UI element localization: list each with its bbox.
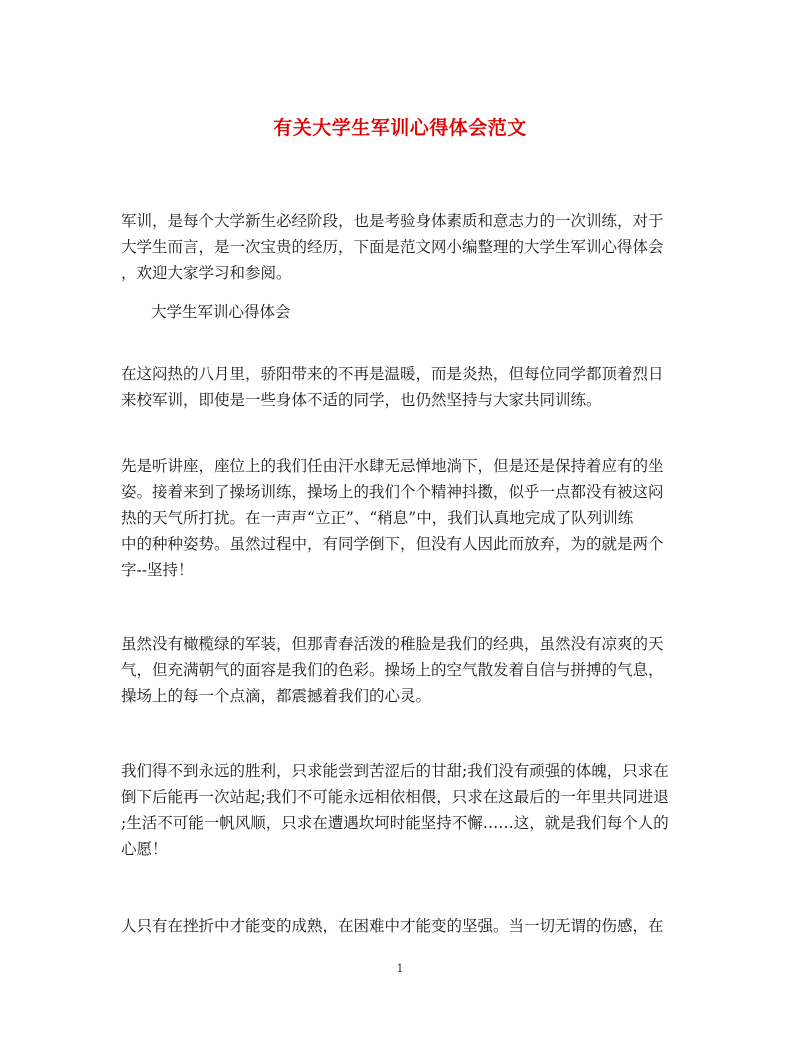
paragraph-5: 我们得不到永远的胜利，只求能尝到苦涩后的甘甜;我们没有顽强的体魄，只求在 倒下后能再一次站起;我们不可能永远相依相偎，只求在这最后的一年里共同进退 ;生活不可能一帆风顺，只求在遭遇坎坷时能坚持不懈……这，就是我们每个人的 心愿！ (121, 762, 669, 858)
paragraph-intro: 军训，是每个大学新生必经阶段，也是考验身体素质和意志力的一次训练，对于 大学生而言，是一次宝贵的经历，下面是范文网小编整理的大学生军训心得体会 ，欢迎大家学习和参阅。 (121, 212, 664, 282)
paragraph-4: 虽然没有橄榄绿的军装，但那青春活泼的稚脸是我们的经典，虽然没有凉爽的天 气，但充满朝气的面容是我们的色彩。操场上的空气散发着自信与拼搏的气息， 操场上的每一个点滴，都震撼着我们的心灵。 (121, 635, 664, 705)
document-title: 有关大学生军训心得体会范文 (273, 117, 527, 139)
section-subtitle: 大学生军训心得体会 (151, 303, 291, 321)
paragraph-6: 人只有在挫折中才能变的成熟，在困难中才能变的坚强。当一切无谓的伤感，在 (121, 917, 664, 935)
paragraph-2: 在这闷热的八月里，骄阳带来的不再是温暖，而是炎热，但每位同学都顶着烈日 来校军训，即使是一些身体不适的同学，也仍然坚持与大家共同训练。 (121, 365, 664, 409)
page-number: 1 (396, 962, 404, 975)
paragraph-3: 先是听讲座，座位上的我们任由汗水肆无忌惮地淌下，但是还是保持着应有的坐 姿。接着来到了操场训练，操场上的我们个个精神抖擞，似乎一点都没有被这闷 热的天气所打扰。在一声声“立正”、“稍息”中，我们认真地完成了队列训练 中的种种姿势。虽然过程中，有同学倒下，但没有人因此而放弃，为的就是两个 字--坚持！ (121, 457, 664, 579)
